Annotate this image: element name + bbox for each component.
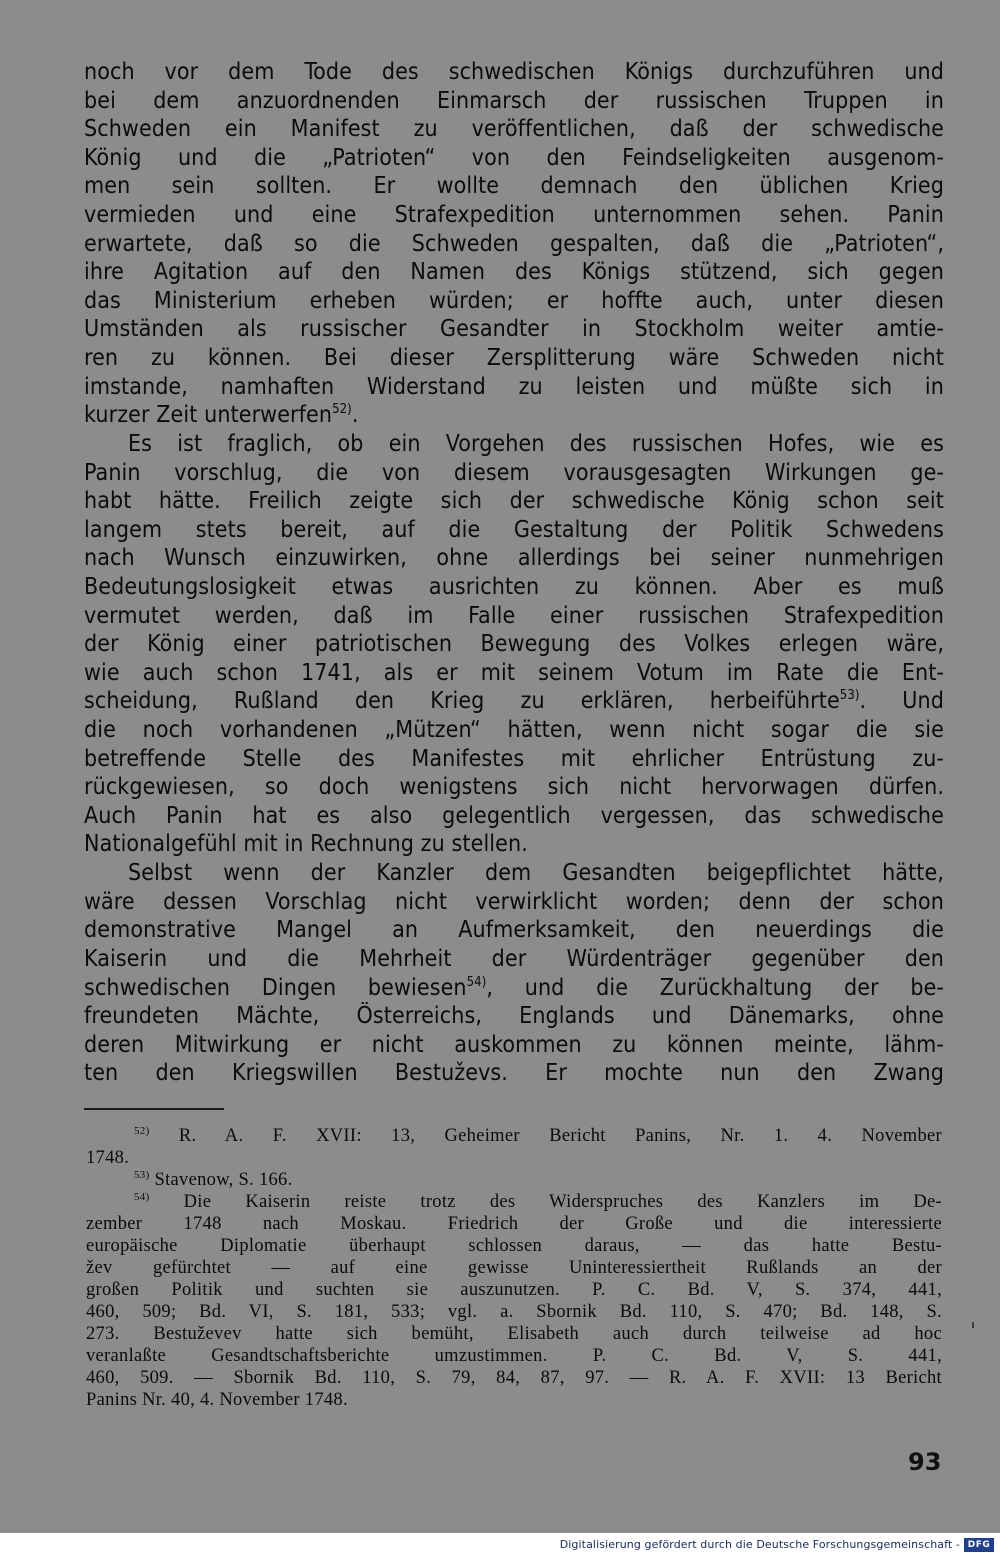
line-text: žev gefürchtet — auf eine gewisse Uninteressiertheit Rußlands an der <box>86 1258 942 1278</box>
line-text: Schweden ein Manifest zu veröffentlichen, daß der schwedische <box>84 116 944 143</box>
footnote-reference: 53) <box>839 688 860 704</box>
line-text-tail: . Und <box>859 688 944 715</box>
line-text: men sein sollten. Er wollte demnach den üblichen Krieg <box>84 173 944 200</box>
line-text: 460, 509; Bd. VI, S. 181, 533; vgl. a. Sbornik Bd. 110, S. 470; Bd. 148, S. <box>86 1302 942 1322</box>
line-text: 1748. <box>86 1148 130 1168</box>
footnote-line <box>86 1301 942 1323</box>
footnote-line <box>86 1279 942 1301</box>
footnote-marker: 54) <box>134 1191 150 1203</box>
body-line <box>84 344 944 373</box>
body-line <box>84 1059 944 1088</box>
line-text: 460, 509. — Sbornik Bd. 110, S. 79, 84, 87, 97. — R. A. F. XVII: 13 Bericht <box>86 1368 942 1388</box>
footnote-line <box>86 1389 942 1411</box>
line-text: nach Wunsch einzuwirken, ohne allerdings bei seiner nunmehrigen <box>84 545 944 572</box>
body-line <box>84 487 944 516</box>
line-text: habt hätte. Freilich zeigte sich der schwedische König schon seit <box>84 488 944 515</box>
body-line <box>84 974 944 1003</box>
line-text: noch vor dem Tode des schwedischen Königs durchzuführen und <box>84 59 944 85</box>
body-line <box>84 544 944 573</box>
line-text: Selbst wenn der Kanzler dem Gesandten beigepflichtet hätte, <box>128 860 944 887</box>
body-line <box>84 315 944 344</box>
line-text: Nationalgefühl mit in Rechnung zu stellen. <box>84 831 528 858</box>
body-line <box>84 945 944 974</box>
line-text: vermieden und eine Strafexpedition unternommen sehen. Panin <box>84 202 944 229</box>
line-text: Panins Nr. 40, 4. November 1748. <box>86 1390 348 1410</box>
line-text: 273. Bestuževev hatte sich bemüht, Elisabeth auch durch teilweise ad hoc <box>86 1324 942 1344</box>
line-text: Stavenow, S. 166. <box>149 1170 293 1190</box>
footnote-line <box>86 1345 942 1367</box>
footnote-separator <box>84 1108 224 1110</box>
dfg-logo-icon: DFG <box>964 1538 994 1552</box>
body-line <box>84 373 944 402</box>
body-line <box>84 516 944 545</box>
body-line <box>84 716 944 745</box>
line-text: betreffende Stelle des Manifestes mit ehrlicher Entrüstung zu- <box>84 745 944 772</box>
footnote-marker: 53) <box>134 1169 150 1181</box>
line-text: ren zu können. Bei dieser Zersplitterung wäre Schweden nicht <box>84 345 944 372</box>
line-text: ihre Agitation auf den Namen des Königs stützend, sich gegen <box>84 259 944 286</box>
line-text-tail: . <box>351 402 359 429</box>
line-text: rückgewiesen, so doch wenigstens sich nicht hervorwagen dürfen. <box>84 774 944 801</box>
body-line <box>84 859 944 888</box>
body-line <box>84 58 944 87</box>
line-text: freundeten Mächte, Österreichs, Englands und Dänemarks, ohne <box>84 1003 944 1030</box>
page-number: 93 <box>908 1448 942 1476</box>
body-line <box>84 172 944 201</box>
line-text: Es ist fraglich, ob ein Vorgehen des russischen Hofes, wie es <box>128 430 944 457</box>
line-text: deren Mitwirkung er nicht auskommen zu können meinte, lähm- <box>84 1031 944 1058</box>
footnote-line <box>86 1213 942 1235</box>
line-text: demonstrative Mangel an Aufmerksamkeit, den neuerdings die <box>84 917 944 944</box>
line-text: imstande, namhaften Widerstand zu leisten und müßte sich in <box>84 373 944 400</box>
body-line <box>84 230 944 259</box>
footnotes <box>86 1125 942 1411</box>
line-text: schwedischen Dingen bewiesen <box>84 974 467 1001</box>
line-text: ten den Kriegswillen Bestuževs. Er mochte nun den Zwang <box>84 1060 944 1087</box>
body-line <box>84 1002 944 1031</box>
body-line <box>84 830 944 859</box>
body-line <box>84 87 944 116</box>
footnote-line <box>86 1169 942 1191</box>
body-line <box>84 258 944 287</box>
line-text: wie auch schon 1741, als er mit seinem Votum im Rate die Ent- <box>84 659 944 686</box>
line-text: erwartete, daß so die Schweden gespalten, daß die „Patrioten“, <box>84 230 944 257</box>
line-text: langem stets bereit, auf die Gestaltung der Politik Schwedens <box>84 516 944 543</box>
line-text: König und die „Patrioten“ von den Feindseligkeiten ausgenom- <box>84 144 944 171</box>
footnote-line <box>86 1125 942 1147</box>
body-line <box>84 401 944 430</box>
body-text <box>84 58 944 1088</box>
line-text: R. A. F. XVII: 13, Geheimer Bericht Panins, Nr. 1. 4. November <box>149 1126 942 1146</box>
line-text: Umständen als russischer Gesandter in Stockholm weiter amtie- <box>84 316 944 343</box>
line-text: wäre dessen Vorschlag nicht verwirklicht worden; denn der schon <box>84 888 944 915</box>
footnote-reference: 54) <box>466 974 487 990</box>
footnote-line <box>86 1367 942 1389</box>
digitization-footer <box>0 1533 1000 1557</box>
body-line <box>84 602 944 631</box>
body-line <box>84 573 944 602</box>
line-text: das Ministerium erheben würden; er hoffte auch, unter diesen <box>84 287 944 314</box>
line-text: Panin vorschlug, die von diesem vorausgesagten Wirkungen ge- <box>84 459 944 486</box>
footnote-line <box>86 1191 942 1213</box>
body-line <box>84 144 944 173</box>
scan-speck <box>972 1322 974 1328</box>
body-line <box>84 916 944 945</box>
body-line <box>84 802 944 831</box>
line-text: großen Politik und suchten sie auszunutzen. P. C. Bd. V, S. 374, 441, <box>86 1280 942 1300</box>
line-text: zember 1748 nach Moskau. Friedrich der Große und die interessierte <box>86 1214 942 1234</box>
line-text: Auch Panin hat es also gelegentlich vergessen, das schwedische <box>84 802 944 829</box>
line-text: die noch vorhandenen „Mützen“ hätten, wenn nicht sogar die sie <box>84 717 944 744</box>
footnote-line <box>86 1257 942 1279</box>
footnote-line <box>86 1323 942 1345</box>
footnote-line <box>86 1147 942 1169</box>
body-line <box>84 687 944 716</box>
line-text: europäische Diplomatie überhaupt schlossen daraus, — das hatte Bestu- <box>86 1236 942 1256</box>
footnote-reference: 52) <box>332 402 352 418</box>
footer-credit: Digitalisierung gefördert durch die Deutsche Forschungsgemeinschaft - <box>559 1538 960 1551</box>
footnote-line <box>86 1235 942 1257</box>
body-line <box>84 659 944 688</box>
body-line <box>84 630 944 659</box>
line-text: veranlaßte Gesandtschaftsberichte umzustimmen. P. C. Bd. V, S. 441, <box>86 1346 942 1366</box>
body-line <box>84 745 944 774</box>
body-line <box>84 201 944 230</box>
line-text: Kaiserin und die Mehrheit der Würdenträger gegenüber den <box>84 945 944 972</box>
body-line <box>84 459 944 488</box>
line-text: Die Kaiserin reiste trotz des Widerspruches des Kanzlers im De- <box>149 1192 942 1212</box>
line-text: der König einer patriotischen Bewegung des Volkes erlegen wäre, <box>84 631 944 658</box>
footnote-marker: 52) <box>134 1125 150 1137</box>
body-line <box>84 115 944 144</box>
body-line <box>84 1031 944 1060</box>
line-text: Bedeutungslosigkeit etwas ausrichten zu können. Aber es muß <box>84 573 944 600</box>
body-line <box>84 287 944 316</box>
line-text: scheidung, Rußland den Krieg zu erklären, herbeiführte <box>84 688 840 715</box>
line-text: vermutet werden, daß im Falle einer russischen Strafexpedition <box>84 602 944 629</box>
line-text-tail: , und die Zurückhaltung der be- <box>486 974 944 1001</box>
body-line <box>84 773 944 802</box>
line-text: bei dem anzuordnenden Einmarsch der russischen Truppen in <box>84 87 944 114</box>
body-line <box>84 888 944 917</box>
body-line <box>84 430 944 459</box>
line-text: kurzer Zeit unterwerfen <box>84 402 333 429</box>
